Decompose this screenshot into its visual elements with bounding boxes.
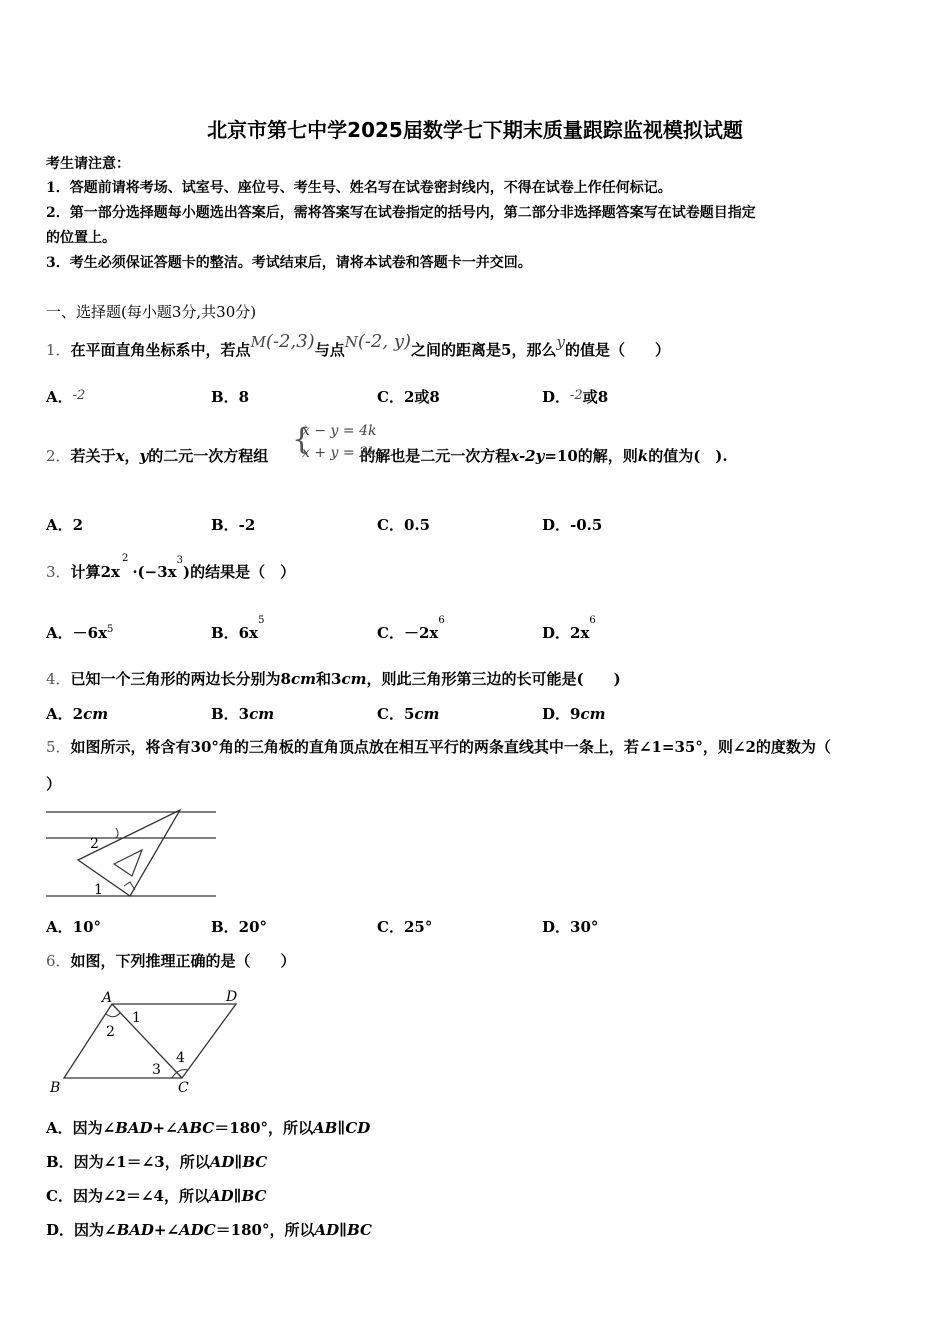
angle-label-2: 2	[90, 836, 99, 852]
q1-text-4: 的值是（ ）	[564, 341, 670, 359]
angle-2-arc	[116, 828, 118, 838]
q1-point-n: N	[344, 333, 358, 351]
q6-option-a: A．因为∠BAD+∠ABC＝180°，所以AB∥CD	[46, 1119, 371, 1137]
q5-figure	[44, 806, 220, 902]
question-2: 2．若关于x，y的二元一次方程组 的解也是二元一次方程x-2y=10的解，则k的值为( ).	[46, 447, 728, 465]
diagonal-ac	[112, 1004, 182, 1078]
right-angle-mark	[124, 882, 135, 890]
section-heading: 一、选择题(每小题3分,共30分)	[46, 303, 257, 321]
q3-option-d: D．$2x^6$	[542, 615, 596, 642]
angle-label-1: 1	[132, 1010, 141, 1026]
angle-label-2: 2	[106, 1024, 115, 1040]
q1-number: 1．	[46, 341, 71, 359]
q2-equation-system: { x − y = 4k x + y = 2k	[292, 422, 377, 461]
question-1	[46, 331, 670, 360]
q1-option-d: D．-2或8	[542, 388, 609, 406]
q4-option-c: C．5cm	[377, 705, 440, 723]
notice-item-2-cont: 的位置上。	[46, 230, 116, 246]
q5-option-d: D．30°	[542, 918, 599, 936]
q4-option-d: D．9cm	[542, 705, 606, 723]
q2-option-b: B．-2	[211, 516, 256, 534]
q1-option-b: B．8	[211, 388, 250, 406]
notice-item-3: 3．考生必须保证答题卡的整洁。考试结束后，请将本试卷和答题卡一并交回。	[46, 255, 532, 271]
q4-option-a: A．2cm	[46, 705, 109, 723]
q4-option-b: B．3cm	[211, 705, 275, 723]
vertex-b: B	[50, 1080, 61, 1096]
q6-option-d: D．因为∠BAD+∠ADC＝180°，所以AD∥BC	[46, 1221, 372, 1239]
vertex-a: A	[102, 990, 113, 1006]
q6-figure	[46, 986, 252, 1096]
page-title: 北京市第七中学2025届数学七下期末质量跟踪监视模拟试题	[207, 118, 743, 142]
notice-item-1: 1．答题前请将考场、试室号、座位号、考生号、姓名写在试卷密封线内，不得在试卷上作任何标记。	[46, 180, 672, 196]
question-3: 3．计算$2x^2\cdot(-3x^3)$的结果是（ ）	[46, 553, 296, 581]
q1-var-y: y	[556, 333, 565, 351]
vertex-d: D	[226, 989, 238, 1005]
q1-n-coord: (-2, y)	[357, 331, 412, 352]
q5-option-c: C．25°	[377, 918, 433, 936]
q5-option-b: B．20°	[211, 918, 268, 936]
q1-text-3: 之间的距离是5，那么	[411, 341, 557, 359]
q6-option-b: B．因为∠1＝∠3，所以AD∥BC	[46, 1153, 268, 1171]
question-5: 5．如图所示，将含有30°角的三角板的直角顶点放在相互平行的两条直线其中一条上，若∠1=35°，则∠2的度数为（	[46, 738, 831, 756]
question-4: 4．已知一个三角形的两边长分别为8cm和3cm，则此三角形第三边的长可能是( )	[46, 670, 621, 688]
angle-2-arc	[106, 1013, 120, 1017]
vertex-c: C	[178, 1080, 189, 1096]
notice-heading: 考生请注意：	[46, 156, 130, 172]
q3-option-c: C．$-2x^6$	[377, 615, 445, 642]
q2-option-a: A．2	[46, 516, 84, 534]
q3-option-b: B．$6x^5$	[211, 615, 265, 642]
q1-point-m: M	[250, 333, 266, 351]
q5-option-a: A．10°	[46, 918, 102, 936]
notice-item-2: 2．第一部分选择题每小题选出答案后，需将答案写在试卷指定的括号内，第二部分非选择题答案写在试卷题目指定	[46, 205, 756, 221]
q2-option-c: C．0.5	[377, 516, 431, 534]
q2-option-d: D．-0.5	[542, 516, 603, 534]
parallelogram-abcd	[64, 1004, 236, 1078]
q1-m-coord: (-2,3)	[265, 331, 315, 352]
q6-option-c: C．因为∠2＝∠4，所以AD∥BC	[46, 1187, 267, 1205]
angle-label-4: 4	[176, 1050, 185, 1066]
question-6: 6．如图，下列推理正确的是（ ）	[46, 952, 296, 970]
q3-option-a: A．$-6x^5$	[46, 624, 114, 642]
q1-option-a: A．-2	[46, 388, 86, 406]
set-square-inner	[114, 850, 142, 876]
q1-text-2: 与点	[314, 341, 345, 359]
angle-label-1: 1	[94, 882, 103, 898]
q1-option-c: C．2或8	[377, 388, 440, 406]
q1-text-1: 在平面直角坐标系中，若点	[70, 341, 251, 359]
angle-label-3: 3	[152, 1062, 161, 1078]
question-5-cont: ）	[46, 775, 62, 793]
